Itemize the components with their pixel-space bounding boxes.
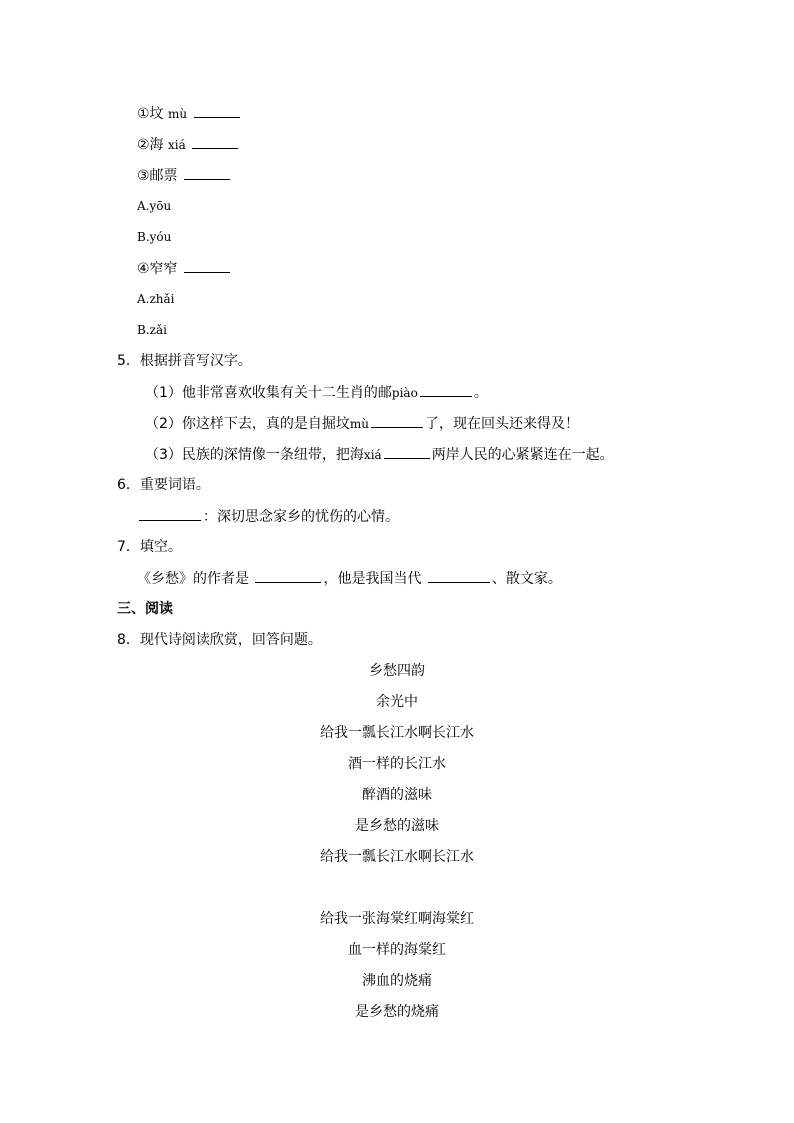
poem-line: 给我一瓢长江水啊长江水: [320, 849, 474, 865]
q7-item: [137, 568, 562, 589]
q6-title: 6．重要词语。: [117, 477, 210, 493]
q4-item-1-pinyin: mù: [168, 107, 188, 121]
answer-blank[interactable]: [428, 568, 490, 583]
q7-text-pre: 《乡愁》的作者是: [137, 571, 249, 587]
poem-line: 沸血的烧痛: [362, 973, 432, 989]
poem-line: 给我一张海棠红啊海棠红: [320, 911, 474, 927]
q7-title: 7．填空。: [117, 539, 182, 555]
q5-s1-text: （1）他非常喜欢收集有关十二生肖的邮: [145, 385, 392, 401]
q4-item-4-label: ④窄窄: [137, 261, 178, 277]
answer-blank[interactable]: [371, 413, 423, 428]
q6-item: [137, 506, 399, 527]
answer-blank[interactable]: [194, 103, 240, 118]
q4-item-2-pinyin: xiá: [168, 138, 186, 152]
q4-item-3-label: ③邮票: [137, 168, 178, 184]
section-title: 三、阅读: [117, 601, 173, 617]
poem-line: 是乡愁的滋味: [355, 818, 439, 834]
q5-s1-pinyin: piào: [391, 386, 418, 400]
answer-blank[interactable]: [184, 258, 230, 273]
q4-item-1-label: ①坟: [137, 106, 164, 122]
answer-blank[interactable]: [384, 444, 430, 459]
poem-line: 给我一瓢长江水啊长江水: [320, 725, 474, 741]
q5-title: 5．根据拼音写汉字。: [117, 353, 252, 369]
q5-s2-pinyin: mù: [349, 417, 370, 431]
q5-sentence-2: [145, 413, 579, 434]
q4-item-4-option-a[interactable]: A.zhǎi: [137, 292, 175, 306]
poem-line: 酒一样的长江水: [348, 756, 446, 772]
answer-blank[interactable]: [420, 382, 472, 397]
q4-item-1: [137, 103, 242, 124]
poem-title: 乡愁四韵: [369, 663, 425, 679]
q5-s3-text: （3）民族的深情像一条纽带，把海: [145, 447, 364, 463]
answer-blank[interactable]: [255, 568, 321, 583]
poem-line: 是乡愁的烧痛: [355, 1004, 439, 1020]
q5-sentence-1: [145, 382, 488, 403]
poem-author: 余光中: [376, 694, 418, 710]
q7-text-post: 、散文家。: [491, 571, 562, 587]
poem-line: 醉酒的滋味: [362, 787, 432, 803]
q5-sentence-3: [145, 444, 614, 465]
q4-item-3-option-a[interactable]: A.yōu: [137, 199, 172, 213]
q5-s1-post: 。: [473, 385, 488, 401]
answer-blank[interactable]: [184, 165, 230, 180]
q7-text-mid: ，他是我国当代: [323, 571, 422, 587]
q6-definition: ：深切思念家乡的忧伤的心情。: [203, 509, 399, 525]
answer-blank[interactable]: [139, 506, 201, 521]
q5-s2-text: （2）你这样下去，真的是自掘坟: [145, 416, 350, 432]
q8-title: 8．现代诗阅读欣赏，回答问题。: [117, 632, 322, 648]
q5-s3-pinyin: xiá: [363, 448, 382, 462]
q4-item-2: [137, 134, 240, 155]
answer-blank[interactable]: [192, 134, 238, 149]
q4-item-4: [137, 258, 232, 279]
q5-s2-post: 了，现在回头还来得及！: [425, 416, 580, 432]
q4-item-3: [137, 165, 232, 186]
q4-item-2-label: ②海: [137, 137, 164, 153]
q5-s3-post: 两岸人民的心紧紧连在一起。: [431, 447, 614, 463]
poem-line: 血一样的海棠红: [348, 942, 446, 958]
q4-item-3-option-b[interactable]: B.yóu: [137, 230, 172, 244]
q4-item-4-option-b[interactable]: B.zǎi: [137, 323, 167, 337]
